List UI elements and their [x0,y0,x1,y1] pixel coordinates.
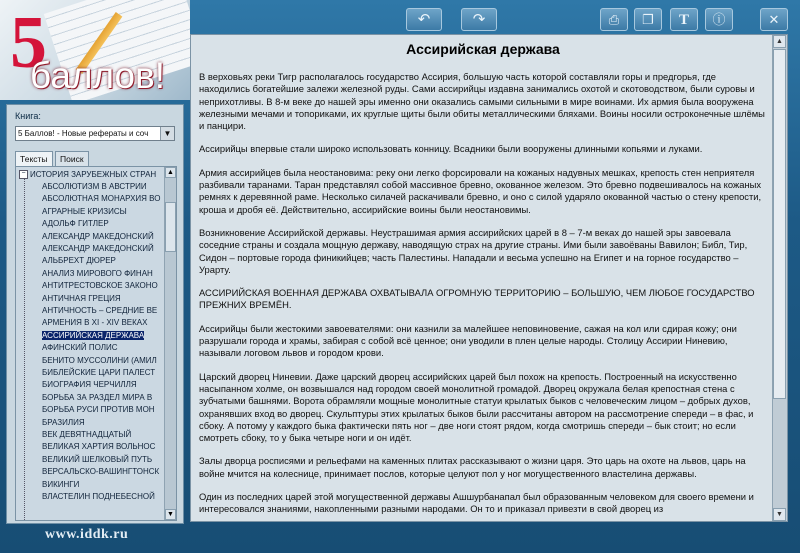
tree-item-label: БИБЛЕЙСКИЕ ЦАРИ ПАЛЕСТ [42,368,156,377]
tree-item[interactable] [42,293,164,304]
tree-item[interactable] [42,479,164,490]
font-button[interactable] [670,8,698,31]
tree-item[interactable] [42,218,164,229]
tree-item[interactable] [42,367,164,378]
tree-item-label: БРАЗИЛИЯ [42,417,85,427]
tree-item-label: БИОГРАФИЯ ЧЕРЧИЛЛЯ [42,380,137,390]
tree-item-label: АНТИЧНАЯ ГРЕЦИЯ [42,293,121,303]
tree-item-label: АРМЕНИЯ В XI - XIV ВЕКАХ [42,318,148,328]
scroll-down-icon[interactable]: ▼ [165,509,176,520]
paragraph: Армия ассирийцев была неостановима: реку они легко форсировали на кожаных надувных мешках, крепость стен неприятеля разбивали таранами. Таран представлял собой массивное бревно, окованное железом. Это бревно подвешивалось на кожаных ремнях к деревянной раме. Несколько силачей раскачивали бревно, и оно с силой ударяло окованной частью о стену крепости, кроша и дробя её. Действительно, ассирийские воины были неостановимы. [199,166,762,215]
scroll-thumb[interactable] [165,202,176,252]
logo-number: 5 [10,2,47,84]
forward-arrow-icon: ↷ [472,11,486,28]
info-button[interactable] [705,8,733,31]
tree-scrollbar[interactable] [164,167,176,520]
tree-item-label: ВЕК ДЕВЯТНАДЦАТЫЙ [42,430,132,439]
tab-search[interactable]: Поиск [55,151,89,166]
book-label: Книга: [15,111,41,121]
topics-tree [15,166,177,521]
scroll-thumb[interactable] [773,49,786,399]
paragraph: Возникновение Ассирийской державы. Неустрашимая армия ассирийских царей в 8 – 7-м веках до нашей эры завоевала соседние страны и создала мощную державу, наводящую страх на другие страны. Ими были завоёваны Вавилон; Библ, Тир, Сидон – портовые города финикийцев; часть Палестины. Нападали и весьма успешно на Египет и на горное государство – Урарту. [199,226,748,275]
collapse-icon[interactable]: − [19,170,28,179]
tree-item-label: АЛЕКСАНДР МАКЕДОНСКИЙ [42,244,154,253]
tree-item[interactable] [42,404,164,415]
tree-item-label: БОРЬБА РУСИ ПРОТИВ МОН [42,405,155,415]
tree-item-label: БОРЬБА ЗА РАЗДЕЛ МИРА В [42,392,153,402]
tree-item[interactable] [42,417,164,428]
paragraph: Ассирийцы впервые стали широко использовать конницу. Всадники были вооружены длинными копьями и луками. [199,143,703,155]
tree-root[interactable] [19,169,167,180]
tree-item[interactable] [42,355,164,366]
paragraph: В верховьях реки Тигр располагалось государство Ассирия, большую часть которой составляли горы и предгорья, где находились богатейшие залежи железной руды. Сами ассирийцы издавна занимались охотой и скотоводством, были суровы и неприхотливы. В 8-м веке до нашей эры именно они оказались самыми сильными в мире воинами. Их армия была вооружена железными мечами и топориками, их круглые щиты были обиты металлическими бляхами. Воины носили остроконечные шлёмы и панцири. [199,71,765,132]
tree-item-label: ВЕЛИКАЯ ХАРТИЯ ВОЛЬНОС [42,442,156,452]
tree-item-label: АГРАРНЫЕ КРИЗИСЫ [42,206,127,216]
paragraph: Залы дворца росписями и рельефами на каменных плитах рассказывают о жизни царя. Это царь на охоте на львов, царь на войне мчится на колеснице, принимает послов, которые целуют пол у ног могущественного властелина державы. [199,455,746,479]
tree-item[interactable] [42,330,164,341]
tree-item-label: БЕНИТО МУССОЛИНИ (АМИЛ [42,355,157,365]
tree-item[interactable] [42,268,164,279]
tree-item-label: АССИРИЙСКАЯ ДЕРЖАВА [42,330,145,340]
tree-item-label: АФИНСКИЙ ПОЛИС [42,343,118,353]
left-panel [6,104,184,524]
tree-item[interactable] [42,491,164,502]
back-button[interactable] [406,8,442,31]
tree-item[interactable] [42,392,164,403]
tree-item-label: АЛЬБРЕХТ ДЮРЕР [42,256,116,266]
tree-item-label: АБСОЛЮТНАЯ МОНАРХИЯ ВО [42,194,161,204]
scroll-up-icon[interactable]: ▲ [773,35,786,48]
tree-item[interactable] [42,305,164,316]
tree-item[interactable] [42,243,164,254]
scroll-up-icon[interactable]: ▲ [165,167,176,178]
back-arrow-icon: ↶ [417,11,431,28]
tree-item-label: АБСОЛЮТИЗМ В АВСТРИИ [42,182,147,191]
document-view [190,34,788,522]
print-button[interactable] [600,8,628,31]
paragraph: Царский дворец Ниневии. Даже царский дворец ассирийских царей был похож на крепость. Построенный на искусственно насыпанном холме, он возвышался над городом своей монолитной громадой. Дворец окружала белая крепостная стена с зубчатыми башнями. Ворота обрамляли мощные монолитные статуи крылатых быков с человеческим лицом – добрых духов, охранявших вход во дворец. Скульптуры этих крылатых быков были рассчитаны автором на рассмотрение спереди – в фас, и сбоку. А потому у каждого быка фактически пять ног – две ноги стоят рядом, когда смотришь спереди – бык стоит; но если смотреть сбоку, то у быка четыре ноги и он идёт. [199,370,754,444]
tree-item-label: АНТИТРЕСТОВСКОЕ ЗАКОНО [42,281,158,291]
close-icon: ✕ [768,12,780,27]
tree-item-label: АНАЛИЗ МИРОВОГО ФИНАН [42,268,153,278]
tree-item-label: ВЛАСТЕЛИН ПОДНЕБЕСНОЙ [42,492,155,501]
document-title: Ассирийская держава [406,41,560,57]
book-select-value: 5 Баллов! - Новые рефераты и соч [18,129,149,138]
tree-item[interactable] [42,466,164,477]
paragraph: Один из последних царей этой могущественной державы Ашшурбанапал был образованным человеком для своего времени и интересовался знаниями, накопленными разными народами. Он то и приказал привезти в свой дворец из [199,491,754,515]
paragraph: Ассирийцы были жестокими завоевателями: они казнили за малейшее неповиновение, сажая на кол или сдирая кожу; они разрушали города и храмы, забирая с собой всё ценное; они уводили в плен целые народы. Столицу Ассирии Ниневию, называли логовом львов и городом крови. [199,322,737,359]
document-scrollbar[interactable] [772,35,787,521]
tree-item-label: ВИКИНГИ [42,479,80,489]
tree-lines [24,175,37,520]
paragraph: АССИРИЙСКАЯ ВОЕННАЯ ДЕРЖАВА ОХВАТЫВАЛА ОГРОМНУЮ ТЕРРИТОРИЮ – БОЛЬШУЮ, ЧЕМ ЛЮБОЕ ГОСУДАРСТВО ПРЕЖНИХ ВРЕМЁН. [199,287,755,311]
tree-item-label: АЛЕКСАНДР МАКЕДОНСКИЙ [42,231,154,241]
tree-root-label: ИСТОРИЯ ЗАРУБЕЖНЫХ СТРАН [30,170,157,179]
tree-item[interactable] [42,379,164,390]
tree-item-label: ВЕЛИКИЙ ШЕЛКОВЫЙ ПУТЬ [42,454,153,464]
book-select[interactable] [15,126,175,141]
font-icon: T [678,12,689,28]
tree-item-label: ВЕРСАЛЬСКО-ВАШИНГТОНСК [42,467,160,477]
tree-item[interactable] [42,181,164,192]
document [199,41,767,522]
copy-icon: ❐ [642,12,654,27]
close-button[interactable] [760,8,788,31]
site-url[interactable]: www.iddk.ru [45,527,129,542]
tree-item[interactable] [42,317,164,328]
logo [0,0,190,100]
print-icon: ⎙ [608,12,620,27]
scroll-down-icon[interactable]: ▼ [773,508,786,521]
tree-item[interactable] [42,441,164,452]
tab-texts[interactable]: Тексты [15,151,53,166]
tree-item[interactable] [42,454,164,465]
tree-item[interactable] [42,231,164,242]
tree-item[interactable] [42,193,164,204]
forward-button[interactable] [461,8,497,31]
tree-item-label: АНТИЧНОСТЬ – СРЕДНИЕ ВЕ [42,306,158,315]
logo-word: баллов! [30,55,166,96]
tree-item[interactable] [42,429,164,440]
tree-item[interactable] [42,206,164,217]
tree-item-label: АДОЛЬФ ГИТЛЕР [42,219,109,229]
chevron-down-icon[interactable]: ▼ [160,127,174,140]
tree-item[interactable] [42,255,164,266]
info-icon: ⓘ [712,12,726,27]
tree-item[interactable] [42,280,164,291]
tree-item[interactable] [42,342,164,353]
copy-button[interactable] [634,8,662,31]
